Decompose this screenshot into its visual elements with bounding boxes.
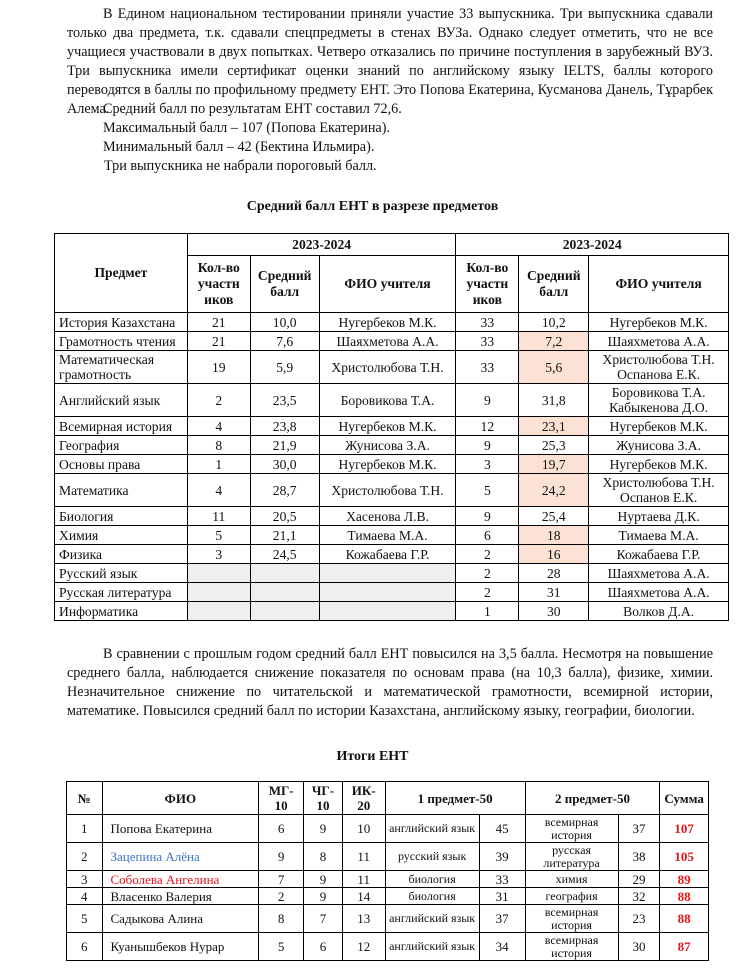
cell-name: Попова Екатерина (102, 815, 259, 843)
cell-b-avg: 7,2 (519, 332, 589, 351)
cell-a-teacher: Жунисова З.А. (319, 436, 456, 455)
cell-a-count: 21 (187, 313, 250, 332)
cell-mg: 7 (259, 871, 304, 888)
subject-row (55, 384, 729, 417)
cell-ik: 13 (342, 905, 385, 933)
cell-b-count: 2 (456, 564, 519, 583)
cell-subject: Химия (55, 526, 188, 545)
result-row (67, 933, 709, 961)
result-row (67, 843, 709, 871)
cell-score1: 45 (479, 815, 525, 843)
cell-sum: 87 (660, 933, 709, 961)
header-teacher-a: ФИО учителя (319, 256, 456, 313)
cell-a-avg: 10,0 (250, 313, 319, 332)
cell-score1: 31 (479, 888, 525, 905)
cell-subject: Математика (55, 474, 188, 507)
cell-subj1: русский язык (385, 843, 479, 871)
cell-subject: Основы права (55, 455, 188, 474)
cell-a-avg (250, 602, 319, 621)
cell-chg: 9 (304, 815, 343, 843)
cell-b-teacher: Христолюбова Т.Н. Оспанова Е.К. (589, 351, 729, 384)
cell-a-teacher (319, 602, 456, 621)
cell-a-count: 21 (187, 332, 250, 351)
header-subject: Предмет (55, 234, 188, 313)
header-subject-2: 2 предмет-50 (525, 782, 660, 815)
cell-b-teacher: Шаяхметова А.А. (589, 564, 729, 583)
cell-a-teacher: Нугербеков М.К. (319, 313, 456, 332)
cell-ik: 12 (342, 933, 385, 961)
cell-subj1: биология (385, 871, 479, 888)
subject-row (55, 507, 729, 526)
cell-a-avg (250, 583, 319, 602)
result-row (67, 871, 709, 888)
max-score-line: Максимальный балл – 107 (Попова Екатерина). (103, 120, 390, 136)
subjects-table (54, 233, 729, 621)
cell-subject: История Казахстана (55, 313, 188, 332)
cell-a-teacher: Хасенова Л.В. (319, 507, 456, 526)
cell-chg: 8 (304, 843, 343, 871)
cell-subj2: химия (525, 871, 618, 888)
cell-b-count: 9 (456, 384, 519, 417)
cell-a-teacher (319, 583, 456, 602)
cell-a-count (187, 564, 250, 583)
cell-num: 6 (67, 933, 103, 961)
cell-subject: Информатика (55, 602, 188, 621)
cell-a-count: 3 (187, 545, 250, 564)
cell-a-avg: 21,9 (250, 436, 319, 455)
cell-num: 2 (67, 843, 103, 871)
result-row (67, 905, 709, 933)
header-ik: ИК- 20 (342, 782, 385, 815)
header-count-a: Кол-во участн иков (187, 256, 250, 313)
cell-sum: 107 (660, 815, 709, 843)
cell-b-teacher: Жунисова З.А. (589, 436, 729, 455)
subject-row (55, 351, 729, 384)
cell-num: 1 (67, 815, 103, 843)
header-chg: ЧГ- 10 (304, 782, 343, 815)
cell-b-count: 5 (456, 474, 519, 507)
cell-ik: 10 (342, 815, 385, 843)
subjects-table-title: Средний балл ЕНТ в разрезе предметов (246, 199, 499, 214)
cell-a-teacher: Боровикова Т.А. (319, 384, 456, 417)
cell-sum: 105 (660, 843, 709, 871)
results-table-title: Итоги ЕНТ (336, 749, 409, 764)
cell-b-count: 33 (456, 351, 519, 384)
cell-score1: 34 (479, 933, 525, 961)
cell-subj2: всемирная история (525, 905, 618, 933)
cell-b-teacher: Шаяхметова А.А. (589, 332, 729, 351)
cell-b-count: 3 (456, 455, 519, 474)
cell-a-avg: 21,1 (250, 526, 319, 545)
subject-row (55, 602, 729, 621)
subject-row (55, 545, 729, 564)
cell-b-teacher: Нугербеков М.К. (589, 417, 729, 436)
cell-sum: 89 (660, 871, 709, 888)
cell-a-avg: 30,0 (250, 455, 319, 474)
cell-b-avg: 30 (519, 602, 589, 621)
cell-mg: 2 (259, 888, 304, 905)
header-avg-a: Средний балл (250, 256, 319, 313)
cell-a-count: 11 (187, 507, 250, 526)
cell-a-teacher: Кожабаева Г.Р. (319, 545, 456, 564)
cell-sum: 88 (660, 905, 709, 933)
cell-b-avg: 10,2 (519, 313, 589, 332)
cell-b-teacher: Нугербеков М.К. (589, 455, 729, 474)
cell-b-teacher: Боровикова Т.А. Кабыкенова Д.О. (589, 384, 729, 417)
cell-a-avg: 28,7 (250, 474, 319, 507)
cell-score2: 23 (618, 905, 660, 933)
cell-chg: 6 (304, 933, 343, 961)
cell-name: Садыкова Алина (102, 905, 259, 933)
cell-chg: 9 (304, 888, 343, 905)
cell-score2: 37 (618, 815, 660, 843)
cell-b-teacher: Нуртаева Д.К. (589, 507, 729, 526)
cell-a-avg: 23,8 (250, 417, 319, 436)
cell-chg: 9 (304, 871, 343, 888)
cell-a-count (187, 602, 250, 621)
threshold-line: Три выпускника не набрали пороговый балл. (104, 158, 377, 174)
cell-b-teacher: Христолюбова Т.Н. Оспанов Е.К. (589, 474, 729, 507)
cell-b-count: 2 (456, 545, 519, 564)
cell-mg: 9 (259, 843, 304, 871)
cell-score2: 30 (618, 933, 660, 961)
cell-b-count: 6 (456, 526, 519, 545)
cell-subject: География (55, 436, 188, 455)
header-count-b: Кол-во участн иков (456, 256, 519, 313)
cell-mg: 6 (259, 815, 304, 843)
results-table (66, 781, 709, 961)
cell-a-teacher (319, 564, 456, 583)
subject-row (55, 455, 729, 474)
cell-a-avg: 7,6 (250, 332, 319, 351)
cell-b-avg: 28 (519, 564, 589, 583)
cell-subj1: английский язык (385, 815, 479, 843)
cell-b-count: 12 (456, 417, 519, 436)
cell-a-teacher: Христолюбова Т.Н. (319, 474, 456, 507)
header-sum: Сумма (660, 782, 709, 815)
cell-num: 4 (67, 888, 103, 905)
subject-row (55, 313, 729, 332)
cell-b-avg: 18 (519, 526, 589, 545)
comparison-paragraph: В сравнении с прошлым годом средний балл ЕНТ повысился на 3,5 балла. Несмотря на повышение среднего балла, наблюдается снижение показателя по основам права (на 10,3 балла), физике, химии. Незначительное снижение по читательской и математической грамотности, всемирной истории, математике. Повысился средний балл по истории Казахстана, английскому языку, географии, биологии. (67, 646, 713, 719)
cell-subject: Физика (55, 545, 188, 564)
intro-paragraph: В Едином национальном тестировании приняли участие 33 выпускника. Три выпускника сдавали только два предмета, т.к. сдавали спецпредметы в стенах ВУЗа. Однако следует отметить, что не все учащиеся участвовали в двух попытках. Четверо отказались по причине поступления в зарубежный ВУЗ. Три выпускника имели сертификат оценки знаний по английскому языку IELTS, баллы которого переводятся в баллы по профильному предмету ЕНТ. Это Попова Екатерина, Кусманова Данель, Тұрарбек Алема. (67, 6, 713, 117)
cell-subj1: английский язык (385, 933, 479, 961)
cell-subject: Всемирная история (55, 417, 188, 436)
cell-name: Куанышбеков Нурар (102, 933, 259, 961)
cell-sum: 88 (660, 888, 709, 905)
cell-a-teacher: Христолюбова Т.Н. (319, 351, 456, 384)
cell-ik: 11 (342, 843, 385, 871)
subject-row (55, 564, 729, 583)
cell-a-avg (250, 564, 319, 583)
header-avg-b: Средний балл (519, 256, 589, 313)
min-score-line: Минимальный балл – 42 (Бектина Ильмира). (103, 139, 375, 155)
subject-row (55, 474, 729, 507)
cell-score2: 32 (618, 888, 660, 905)
subject-row (55, 526, 729, 545)
cell-a-count (187, 583, 250, 602)
cell-subject: Грамотность чтения (55, 332, 188, 351)
cell-b-count: 2 (456, 583, 519, 602)
cell-a-avg: 5,9 (250, 351, 319, 384)
cell-num: 3 (67, 871, 103, 888)
cell-a-avg: 23,5 (250, 384, 319, 417)
cell-a-count: 2 (187, 384, 250, 417)
cell-a-count: 19 (187, 351, 250, 384)
cell-a-count: 1 (187, 455, 250, 474)
cell-b-teacher: Кожабаева Г.Р. (589, 545, 729, 564)
cell-b-count: 9 (456, 507, 519, 526)
cell-b-avg: 5,6 (519, 351, 589, 384)
cell-b-avg: 31 (519, 583, 589, 602)
cell-a-teacher: Шаяхметова А.А. (319, 332, 456, 351)
cell-b-teacher: Тимаева М.А. (589, 526, 729, 545)
header-num: № (67, 782, 103, 815)
result-row (67, 888, 709, 905)
cell-subject: Русская литература (55, 583, 188, 602)
cell-mg: 8 (259, 905, 304, 933)
cell-a-teacher: Нугербеков М.К. (319, 455, 456, 474)
cell-a-count: 8 (187, 436, 250, 455)
cell-chg: 7 (304, 905, 343, 933)
cell-b-avg: 25,3 (519, 436, 589, 455)
result-row (67, 815, 709, 843)
cell-score1: 33 (479, 871, 525, 888)
cell-b-avg: 25,4 (519, 507, 589, 526)
cell-name: Соболева Ангелина (102, 871, 259, 888)
cell-b-avg: 23,1 (519, 417, 589, 436)
header-mg: МГ- 10 (259, 782, 304, 815)
cell-b-avg: 24,2 (519, 474, 589, 507)
cell-b-count: 33 (456, 332, 519, 351)
cell-subj2: русская литература (525, 843, 618, 871)
subject-row (55, 436, 729, 455)
cell-b-teacher: Нугербеков М.К. (589, 313, 729, 332)
cell-subj2: всемирная история (525, 933, 618, 961)
cell-b-count: 33 (456, 313, 519, 332)
subject-row (55, 583, 729, 602)
cell-b-avg: 19,7 (519, 455, 589, 474)
cell-subject: Биология (55, 507, 188, 526)
cell-score2: 29 (618, 871, 660, 888)
header-year-b: 2023-2024 (456, 234, 729, 256)
cell-ik: 11 (342, 871, 385, 888)
cell-b-count: 1 (456, 602, 519, 621)
average-score-line: Средний балл по результатам ЕНТ составил 72,6. (103, 101, 402, 117)
cell-b-count: 9 (456, 436, 519, 455)
cell-subj2: география (525, 888, 618, 905)
cell-name: Власенко Валерия (102, 888, 259, 905)
cell-score1: 37 (479, 905, 525, 933)
cell-b-avg: 16 (519, 545, 589, 564)
cell-subject: Математическая грамотность (55, 351, 188, 384)
cell-subj2: всемирная история (525, 815, 618, 843)
cell-a-teacher: Нугербеков М.К. (319, 417, 456, 436)
cell-a-avg: 24,5 (250, 545, 319, 564)
cell-a-count: 5 (187, 526, 250, 545)
cell-subject: Английский язык (55, 384, 188, 417)
header-year-a: 2023-2024 (187, 234, 456, 256)
subject-row (55, 332, 729, 351)
cell-mg: 5 (259, 933, 304, 961)
cell-subject: Русский язык (55, 564, 188, 583)
cell-score1: 39 (479, 843, 525, 871)
cell-a-teacher: Тимаева М.А. (319, 526, 456, 545)
header-name: ФИО (102, 782, 259, 815)
cell-score2: 38 (618, 843, 660, 871)
cell-b-avg: 31,8 (519, 384, 589, 417)
cell-a-count: 4 (187, 474, 250, 507)
subject-row (55, 417, 729, 436)
cell-subj1: английский язык (385, 905, 479, 933)
cell-a-avg: 20,5 (250, 507, 319, 526)
cell-ik: 14 (342, 888, 385, 905)
cell-b-teacher: Волков Д.А. (589, 602, 729, 621)
cell-num: 5 (67, 905, 103, 933)
cell-subj1: биология (385, 888, 479, 905)
cell-b-teacher: Шаяхметова А.А. (589, 583, 729, 602)
header-teacher-b: ФИО учителя (589, 256, 729, 313)
cell-name: Зацепина Алёна (102, 843, 259, 871)
cell-a-count: 4 (187, 417, 250, 436)
header-subject-1: 1 предмет-50 (385, 782, 525, 815)
